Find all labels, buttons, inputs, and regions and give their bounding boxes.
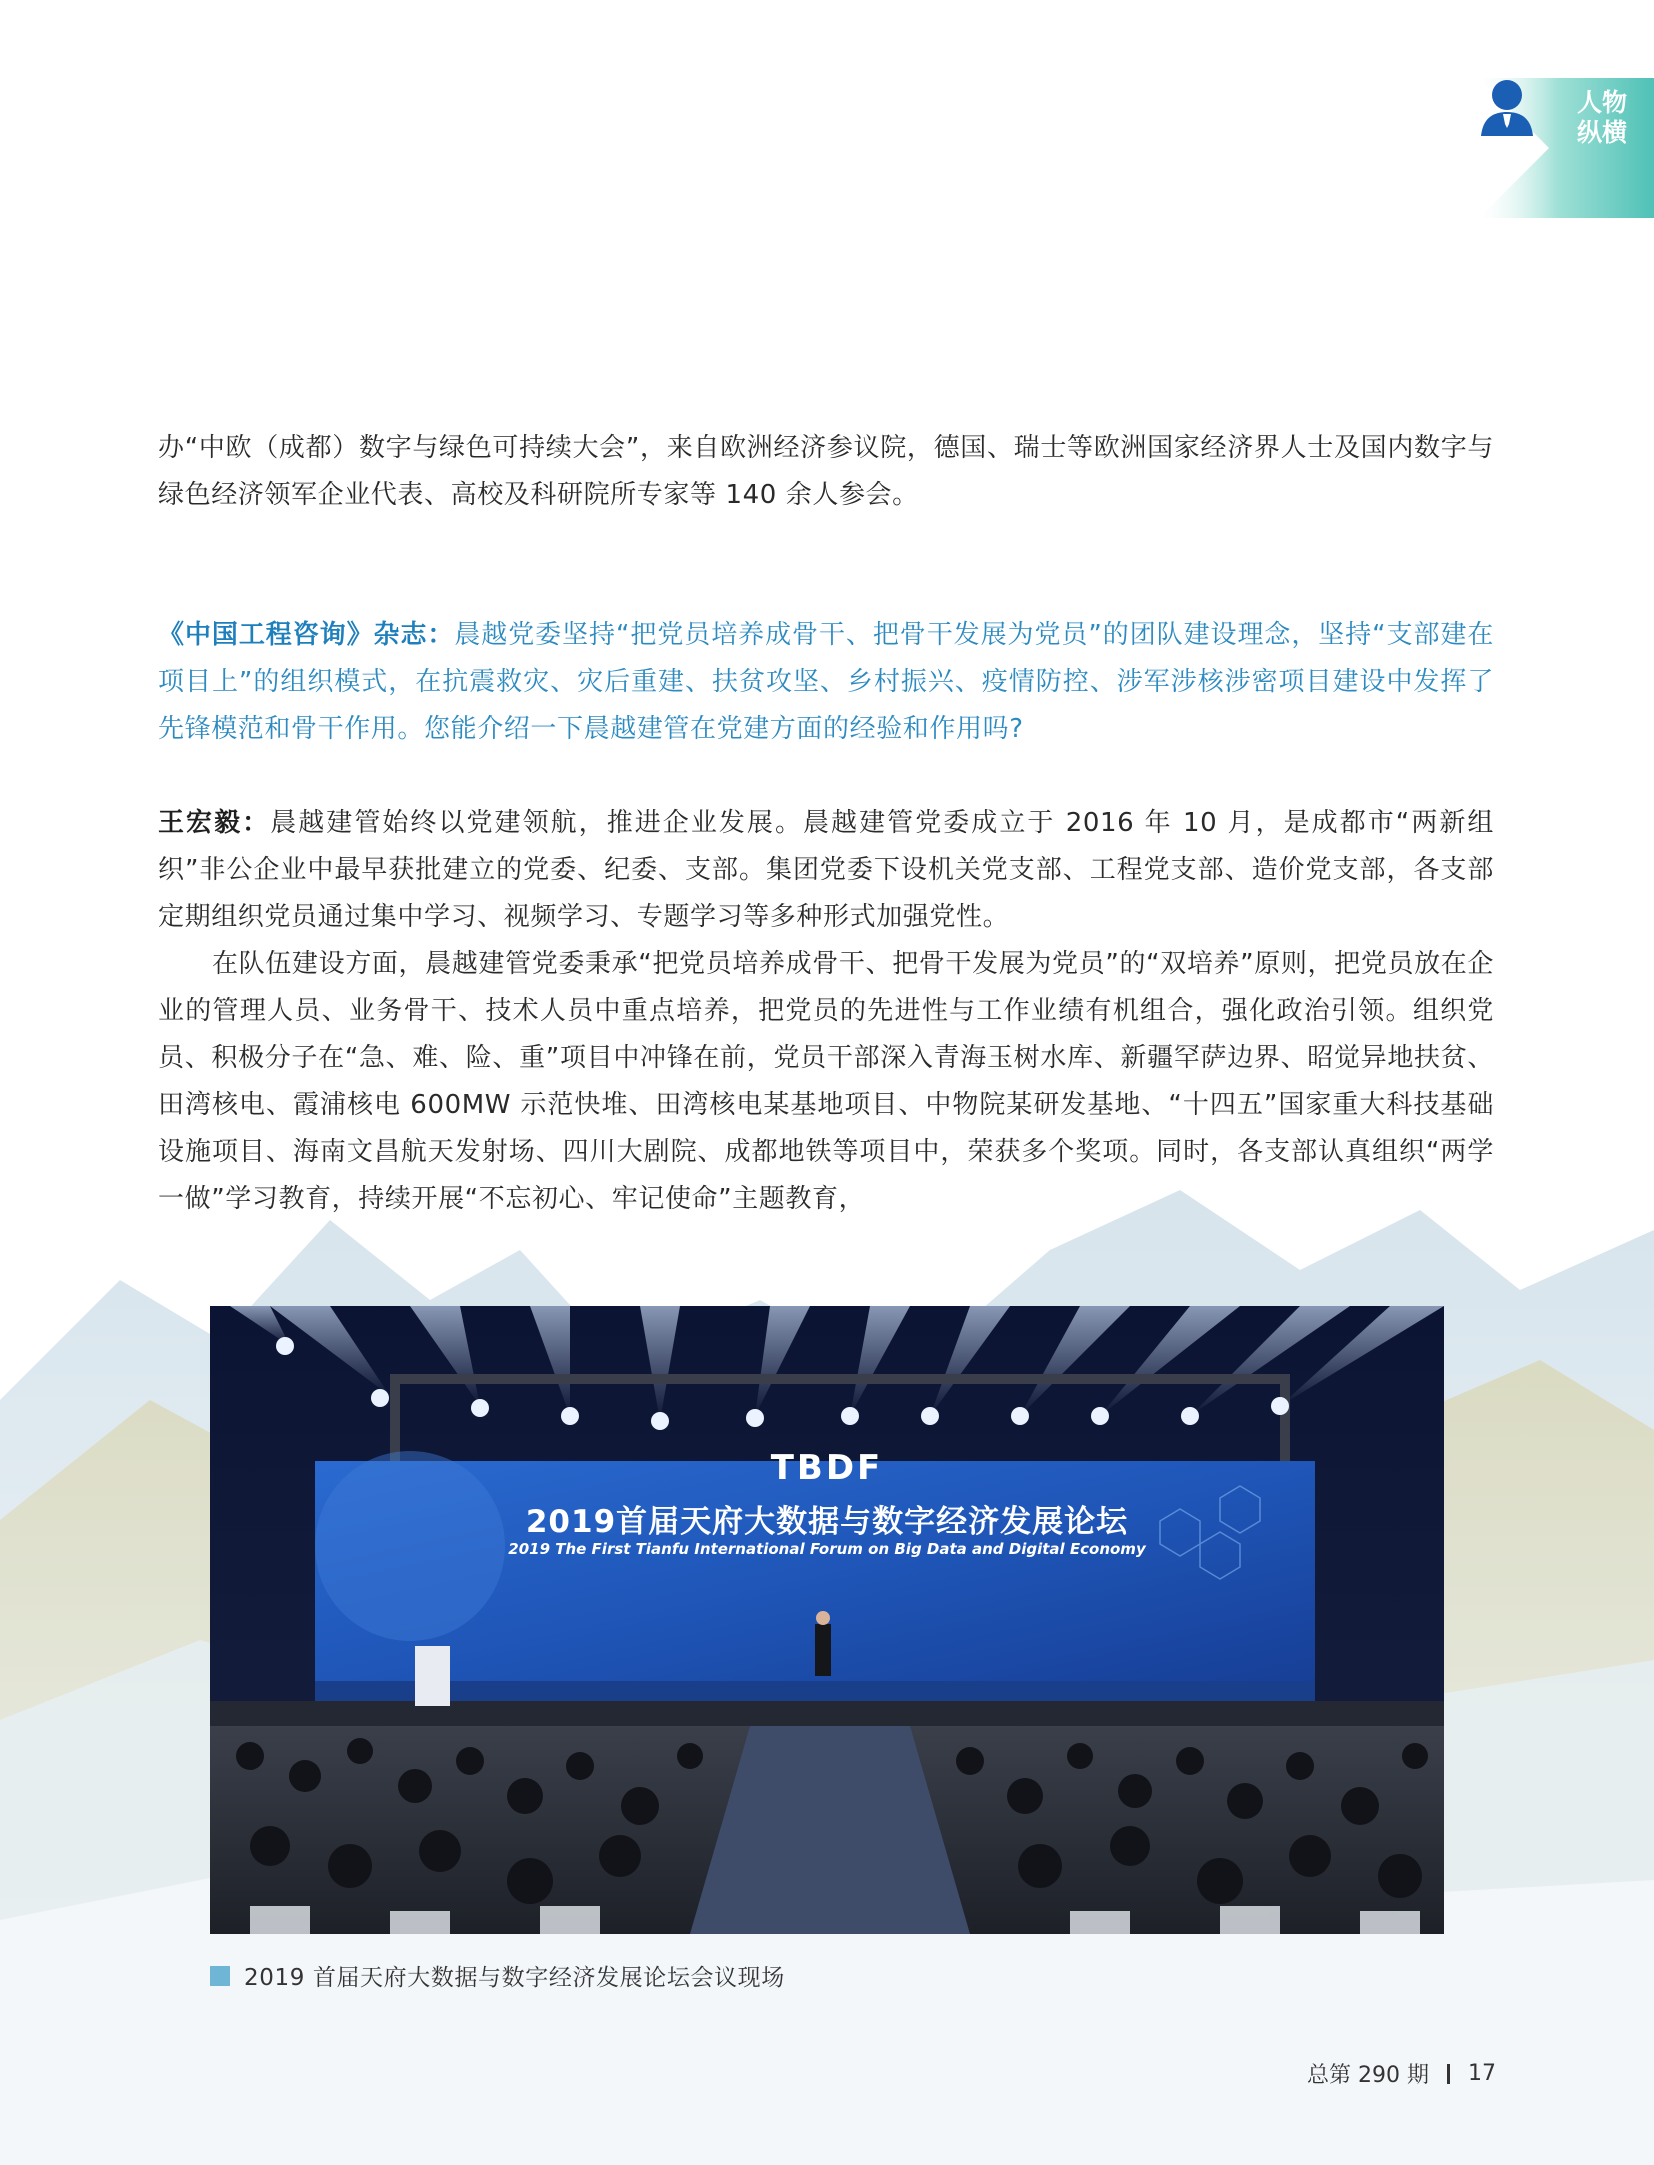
section-label-line2: 纵横: [1576, 118, 1627, 147]
paragraph-1-text: 办“中欧（成都）数字与绿色可持续大会”，来自欧洲经济参议院，德国、瑞士等欧洲国家经济界人士及国内数字与绿色经济领军企业代表、高校及科研院所专家等 140 余人参会。: [158, 433, 1494, 510]
photo-caption: [210, 1959, 785, 1992]
question-lead: 《中国工程咨询》杂志：: [158, 620, 455, 650]
screen-logo: TBDF: [770, 1448, 884, 1488]
conference-photo: [210, 1306, 1444, 1934]
page-number: 17: [1468, 2061, 1496, 2086]
section-tab: [1479, 78, 1654, 218]
answer-lead: 王宏毅：: [158, 808, 271, 838]
interview-question: [158, 612, 1494, 753]
caption-marker-icon: [210, 1966, 230, 1986]
screen-title-en: 2019 The First Tianfu International Forum on Big Data and Digital Economy: [508, 1540, 1146, 1558]
person-icon: [1479, 78, 1535, 136]
answer-paragraph-2: 在队伍建设方面，晨越建管党委秉承“把党员培养成骨干、把骨干发展为党员”的“双培养”原则，把党员放在企业的管理人员、业务骨干、技术人员中重点培养，把党员的先进性与工作业绩有机组合，强化政治引领。组织党员、积极分子在“急、难、险、重”项目中冲锋在前，党员干部深入青海玉树水库、新疆罕萨边界、昭觉异地扶贫、田湾核电、霞浦核电 600MW 示范快堆、田湾核电某基地项目、中物院某研发基地、“十四五”国家重大科技基础设施项目、海南文昌航天发射场、四川大剧院、成都地铁等项目中，荣获多个奖项。同时，各支部认真组织“两学一做”学习教育，持续开展“不忘初心、牢记使命”主题教育，: [158, 949, 1494, 1214]
interview-answer: [158, 800, 1494, 1223]
answer-text: 晨越建管始终以党建领航，推进企业发展。晨越建管党委成立于 2016 年 10 月，是成都市“两新组织”非公企业中最早获批建立的党委、纪委、支部。集团党委下设机关党支部、工程党支部、造价党支部，各支部定期组织党员通过集中学习、视频学习、专题学习等多种形式加强党性。: [158, 808, 1495, 932]
footer-divider: [1447, 2064, 1450, 2084]
conference-photo-drawing: [210, 1306, 1444, 1934]
section-label-line1: 人物: [1576, 88, 1627, 117]
question-text: 晨越党委坚持“把党员培养成骨干、把骨干发展为党员”的团队建设理念，坚持“支部建在项目上”的组织模式，在抗震救灾、灾后重建、扶贫攻坚、乡村振兴、疫情防控、涉军涉核涉密项目建设中发挥了先锋模范和骨干作用。您能介绍一下晨越建管在党建方面的经验和作用吗?: [158, 620, 1494, 744]
caption-text: 2019 首届天府大数据与数字经济发展论坛会议现场: [244, 1965, 785, 1991]
page-footer: [1307, 2058, 1496, 2089]
issue-number: 总第 290 期: [1307, 2063, 1429, 2088]
section-label: [1572, 88, 1632, 148]
paragraph-1: [158, 425, 1494, 519]
screen-title-cn: 2019首届天府大数据与数字经济发展论坛: [525, 1504, 1129, 1540]
